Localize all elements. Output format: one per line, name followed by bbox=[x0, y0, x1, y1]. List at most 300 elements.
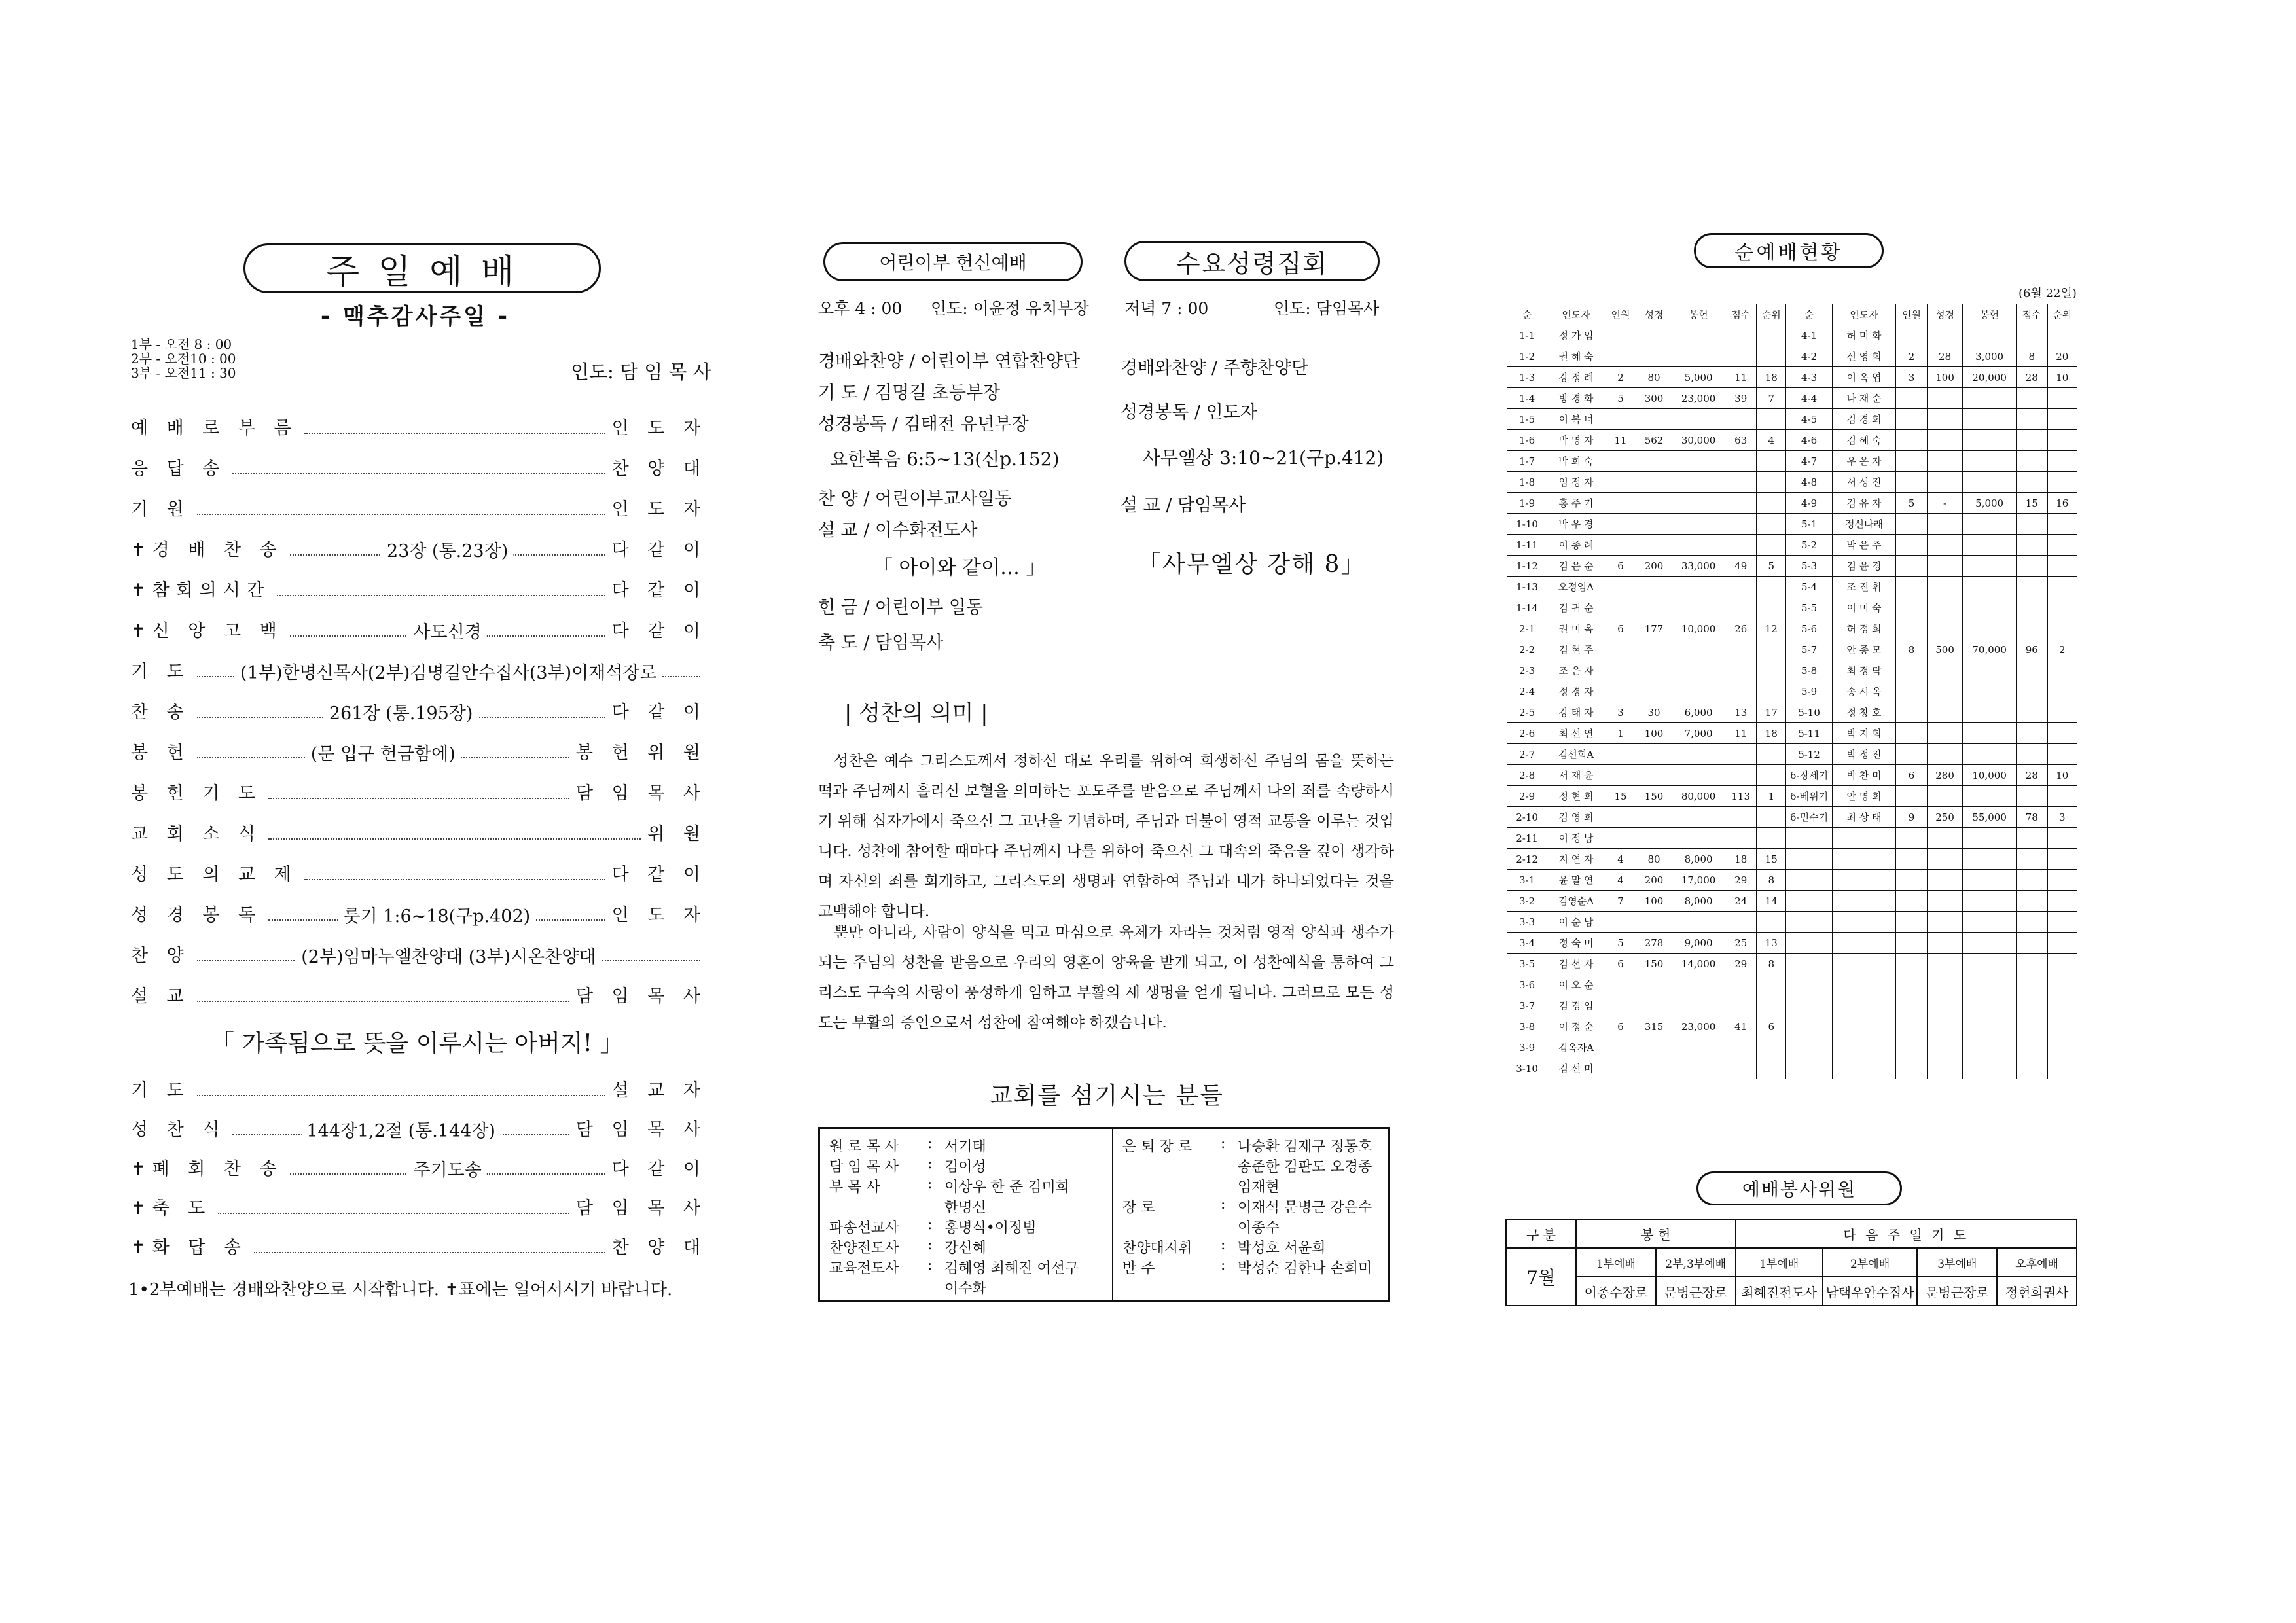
table-row bbox=[1507, 472, 2077, 493]
attendance-cell bbox=[1757, 577, 1786, 597]
attendance-cell bbox=[1896, 912, 1928, 933]
attendance-cell bbox=[1927, 556, 1962, 577]
attendance-header-cell: 성경 bbox=[1927, 304, 1962, 325]
attendance-cell bbox=[2016, 891, 2047, 912]
attendance-cell: 임 정 자 bbox=[1547, 472, 1605, 493]
attendance-cell bbox=[2047, 1016, 2077, 1037]
worship-item-label: 찬 양 bbox=[131, 946, 190, 966]
children-line-6: 설 교 / 이수화전도사 bbox=[818, 520, 978, 541]
attendance-cell: 5,000 bbox=[1672, 367, 1725, 388]
table-row bbox=[1507, 786, 2077, 807]
attendance-cell bbox=[1636, 639, 1672, 660]
attendance-cell bbox=[2047, 535, 2077, 556]
servant-role bbox=[829, 1196, 927, 1217]
attendance-cell bbox=[1757, 597, 1786, 618]
attendance-cell bbox=[1963, 912, 2017, 933]
attendance-cell bbox=[1636, 493, 1672, 514]
servant-names: 한명신 bbox=[944, 1200, 986, 1216]
attendance-cell: 5-4 bbox=[1786, 577, 1832, 597]
worship-item-detail: 144장1,2절 (통.144장) bbox=[301, 1116, 501, 1142]
servant-separator: : bbox=[927, 1135, 933, 1152]
attendance-cell: 3-3 bbox=[1507, 912, 1547, 933]
attendance-cell: 17,000 bbox=[1672, 870, 1725, 891]
attendance-cell bbox=[1963, 618, 2017, 639]
attendance-cell bbox=[1927, 597, 1962, 618]
attendance-cell bbox=[2047, 597, 2077, 618]
attendance-cell bbox=[1757, 681, 1786, 702]
attendance-cell: 6 bbox=[1605, 1016, 1636, 1037]
attendance-cell bbox=[1927, 409, 1962, 430]
attendance-cell bbox=[1636, 597, 1672, 618]
table-row bbox=[1507, 618, 2077, 639]
attendance-cell bbox=[2016, 870, 2047, 891]
table-row bbox=[1507, 556, 2077, 577]
attendance-cell bbox=[1636, 1037, 1672, 1058]
attendance-cell: 김 영 희 bbox=[1547, 807, 1605, 828]
attendance-cell bbox=[2047, 618, 2077, 639]
attendance-cell bbox=[2016, 849, 2047, 870]
servant-separator bbox=[1221, 1156, 1238, 1176]
attendance-cell bbox=[1636, 325, 1672, 346]
table-row bbox=[1507, 639, 2077, 660]
attendance-cell bbox=[1672, 1037, 1725, 1058]
attendance-cell bbox=[1636, 744, 1672, 765]
attendance-cell bbox=[1896, 388, 1928, 409]
servant-role: 파송선교사 bbox=[829, 1220, 899, 1236]
attendance-cell: 6 bbox=[1605, 556, 1636, 577]
worship-item bbox=[131, 576, 707, 601]
attendance-cell: 이 옥 엽 bbox=[1832, 367, 1896, 388]
servant-separator: : bbox=[1221, 1257, 1226, 1274]
attendance-cell bbox=[1963, 430, 2017, 451]
worship-item bbox=[131, 495, 707, 520]
servant-row bbox=[1122, 1237, 1326, 1257]
attendance-cell bbox=[1896, 702, 1928, 723]
service-committee-table bbox=[1505, 1219, 2077, 1306]
attendance-cell bbox=[2016, 995, 2047, 1016]
church-servants-title: 교회를 섬기시는 분들 bbox=[990, 1082, 1224, 1109]
attendance-cell: 3-9 bbox=[1507, 1037, 1547, 1058]
attendance-cell bbox=[1896, 954, 1928, 974]
table-row bbox=[1507, 954, 2077, 974]
sunday-service-title-box bbox=[243, 243, 601, 293]
servant-row bbox=[829, 1135, 986, 1156]
attendance-cell: 26 bbox=[1725, 618, 1757, 639]
attendance-cell bbox=[1963, 744, 2017, 765]
attendance-cell bbox=[1672, 451, 1725, 472]
attendance-cell: 지 연 자 bbox=[1547, 849, 1605, 870]
attendance-cell bbox=[1725, 346, 1757, 367]
wednesday-line-4: 설 교 / 담임목사 bbox=[1121, 495, 1246, 516]
attendance-cell bbox=[2016, 1037, 2047, 1058]
attendance-cell: 4-2 bbox=[1786, 346, 1832, 367]
wednesday-sermon-title: 「사무엘상 강해 8」 bbox=[1138, 551, 1366, 578]
attendance-cell: 2-9 bbox=[1507, 786, 1547, 807]
attendance-cell: 3-5 bbox=[1507, 954, 1547, 974]
servant-row bbox=[1122, 1257, 1372, 1277]
attendance-cell bbox=[2047, 1037, 2077, 1058]
attendance-cell: 1-14 bbox=[1507, 597, 1547, 618]
attendance-cell bbox=[1832, 954, 1896, 974]
attendance-header-cell: 인도자 bbox=[1832, 304, 1896, 325]
attendance-cell bbox=[2016, 325, 2047, 346]
attendance-cell bbox=[1605, 744, 1636, 765]
attendance-header-cell: 순 bbox=[1507, 304, 1547, 325]
worship-item-leader: 인 도 자 bbox=[611, 905, 707, 925]
attendance-cell: 1-6 bbox=[1507, 430, 1547, 451]
service-sub-1: 1부예배 bbox=[1576, 1248, 1656, 1277]
attendance-cell bbox=[1786, 912, 1832, 933]
attendance-cell: 15 bbox=[2016, 493, 2047, 514]
attendance-cell: 6-장세기 bbox=[1786, 765, 1832, 786]
attendance-cell bbox=[1636, 472, 1672, 493]
attendance-cell: 정 경 자 bbox=[1547, 681, 1605, 702]
attendance-cell bbox=[1725, 451, 1757, 472]
attendance-cell bbox=[2047, 974, 2077, 995]
worship-item-leader: 다 같 이 bbox=[611, 1159, 707, 1179]
attendance-cell bbox=[1963, 995, 2017, 1016]
service-header-offering: 봉 헌 bbox=[1576, 1219, 1736, 1248]
children-service-title: 어린이부 헌신예배 bbox=[879, 252, 1027, 274]
service-sub-6: 오후예배 bbox=[1997, 1248, 2077, 1277]
attendance-cell bbox=[1672, 514, 1725, 535]
attendance-cell: 2-10 bbox=[1507, 807, 1547, 828]
attendance-cell bbox=[2016, 1016, 2047, 1037]
attendance-cell: 11 bbox=[1725, 367, 1757, 388]
attendance-cell bbox=[1725, 744, 1757, 765]
children-line-4: 요한복음 6:5~13(신p.152) bbox=[830, 448, 1060, 470]
attendance-cell: 150 bbox=[1636, 786, 1672, 807]
attendance-cell: 278 bbox=[1636, 933, 1672, 954]
attendance-cell: 250 bbox=[1927, 807, 1962, 828]
attendance-cell bbox=[1963, 388, 2017, 409]
attendance-cell bbox=[2016, 514, 2047, 535]
attendance-cell bbox=[1832, 974, 1896, 995]
attendance-cell: 2-8 bbox=[1507, 765, 1547, 786]
attendance-cell bbox=[1725, 1037, 1757, 1058]
attendance-cell bbox=[2016, 702, 2047, 723]
attendance-cell: 16 bbox=[2047, 493, 2077, 514]
wednesday-service-title: 수요성령집회 bbox=[1175, 249, 1329, 278]
attendance-cell bbox=[1927, 702, 1962, 723]
attendance-cell bbox=[1963, 974, 2017, 995]
attendance-header-cell: 성경 bbox=[1636, 304, 1672, 325]
worship-item-leader: 다 같 이 bbox=[611, 580, 707, 601]
attendance-cell: 김 현 주 bbox=[1547, 639, 1605, 660]
attendance-cell bbox=[1757, 472, 1786, 493]
servant-separator bbox=[927, 1196, 944, 1217]
table-row bbox=[1507, 660, 2077, 681]
attendance-cell bbox=[1896, 660, 1928, 681]
attendance-cell: 김 선 미 bbox=[1547, 1058, 1605, 1079]
worship-item-leader: 인 도 자 bbox=[611, 418, 707, 438]
attendance-cell bbox=[1757, 639, 1786, 660]
servant-row bbox=[1122, 1156, 1372, 1176]
attendance-cell: 2 bbox=[2047, 639, 2077, 660]
table-row bbox=[1507, 388, 2077, 409]
attendance-cell bbox=[1672, 1058, 1725, 1079]
attendance-cell: 조 진 휘 bbox=[1832, 577, 1896, 597]
attendance-cell bbox=[1963, 702, 2017, 723]
attendance-cell: 박 희 숙 bbox=[1547, 451, 1605, 472]
attendance-cell bbox=[1927, 535, 1962, 556]
attendance-cell: 4-7 bbox=[1786, 451, 1832, 472]
attendance-cell bbox=[1605, 807, 1636, 828]
attendance-cell bbox=[2016, 430, 2047, 451]
attendance-cell bbox=[1963, 1016, 2017, 1037]
attendance-cell bbox=[1757, 995, 1786, 1016]
attendance-cell bbox=[1605, 493, 1636, 514]
attendance-cell bbox=[1725, 514, 1757, 535]
attendance-cell bbox=[1832, 933, 1896, 954]
attendance-cell: 박 찬 미 bbox=[1832, 765, 1896, 786]
worship-item bbox=[131, 698, 707, 723]
service-header-gubun: 구 분 bbox=[1506, 1219, 1576, 1248]
servant-row bbox=[829, 1277, 986, 1298]
worship-item-detail: 사도신경 bbox=[408, 618, 486, 643]
table-row bbox=[1507, 597, 2077, 618]
attendance-cell bbox=[1636, 535, 1672, 556]
table-row bbox=[1507, 723, 2077, 744]
attendance-cell: 이 오 순 bbox=[1547, 974, 1605, 995]
attendance-cell: 나 재 순 bbox=[1832, 388, 1896, 409]
attendance-cell bbox=[1927, 954, 1962, 974]
leader-dots bbox=[232, 473, 605, 474]
servant-row bbox=[1122, 1217, 1280, 1237]
attendance-cell bbox=[1605, 535, 1636, 556]
attendance-cell: 박 은 주 bbox=[1832, 535, 1896, 556]
attendance-cell: 이 종 례 bbox=[1547, 535, 1605, 556]
attendance-cell bbox=[1672, 325, 1725, 346]
attendance-cell: 78 bbox=[2016, 807, 2047, 828]
servant-names: 홍병식•이정범 bbox=[944, 1220, 1037, 1236]
attendance-cell: 2-5 bbox=[1507, 702, 1547, 723]
attendance-cell: 박 정 진 bbox=[1832, 744, 1896, 765]
attendance-cell: 15 bbox=[1757, 849, 1786, 870]
attendance-cell bbox=[1757, 1037, 1786, 1058]
attendance-cell bbox=[1725, 912, 1757, 933]
attendance-cell: 23,000 bbox=[1672, 388, 1725, 409]
attendance-cell bbox=[2047, 954, 2077, 974]
service-sub-3: 1부예배 bbox=[1736, 1248, 1823, 1277]
servant-role: 반 주 bbox=[1122, 1260, 1155, 1277]
worship-item-label: 예 배 로 부 름 bbox=[131, 418, 298, 438]
attendance-cell bbox=[1725, 660, 1757, 681]
attendance-cell bbox=[1927, 828, 1962, 849]
attendance-cell: 서 재 윤 bbox=[1547, 765, 1605, 786]
servant-role: 은 퇴 장 로 bbox=[1122, 1139, 1192, 1155]
attendance-cell bbox=[1725, 1058, 1757, 1079]
attendance-cell bbox=[1605, 325, 1636, 346]
attendance-cell: 2-12 bbox=[1507, 849, 1547, 870]
attendance-cell bbox=[1786, 954, 1832, 974]
attendance-cell: 6-베위기 bbox=[1786, 786, 1832, 807]
attendance-cell: 5,000 bbox=[1963, 493, 2017, 514]
attendance-cell: 3-6 bbox=[1507, 974, 1547, 995]
table-row bbox=[1507, 744, 2077, 765]
attendance-cell bbox=[1963, 1058, 2017, 1079]
attendance-cell bbox=[1832, 1016, 1896, 1037]
attendance-cell bbox=[1963, 891, 2017, 912]
worship-item-label: ✝폐 회 찬 송 bbox=[131, 1159, 283, 1179]
servant-role bbox=[1122, 1156, 1221, 1176]
leader-dots bbox=[304, 878, 605, 880]
attendance-cell: 11 bbox=[1725, 723, 1757, 744]
attendance-cell: 2-4 bbox=[1507, 681, 1547, 702]
sunday-footnote: 1•2부예배는 경배와찬양으로 시작합니다. ✝표에는 일어서시기 바랍니다. bbox=[128, 1280, 673, 1300]
attendance-cell: 김 윤 경 bbox=[1832, 556, 1896, 577]
attendance-cell bbox=[2016, 933, 2047, 954]
attendance-cell bbox=[2047, 681, 2077, 702]
worship-item-label: 성 경 봉 독 bbox=[131, 905, 262, 925]
attendance-cell bbox=[1636, 660, 1672, 681]
attendance-cell: 29 bbox=[1725, 870, 1757, 891]
attendance-cell: 29 bbox=[1725, 954, 1757, 974]
attendance-cell bbox=[1927, 849, 1962, 870]
attendance-cell: 10 bbox=[2047, 765, 2077, 786]
attendance-cell bbox=[1832, 995, 1896, 1016]
worship-item-detail: 261장 (통.195장) bbox=[324, 699, 478, 724]
attendance-cell: 200 bbox=[1636, 870, 1672, 891]
attendance-header-cell: 순위 bbox=[1757, 304, 1786, 325]
attendance-cell bbox=[1605, 681, 1636, 702]
table-row bbox=[1507, 514, 2077, 535]
attendance-cell bbox=[1636, 577, 1672, 597]
service-name-6: 정현희권사 bbox=[1997, 1277, 2077, 1306]
worship-item bbox=[131, 738, 707, 764]
attendance-cell bbox=[1896, 1058, 1928, 1079]
attendance-cell bbox=[2016, 974, 2047, 995]
attendance-cell bbox=[1725, 325, 1757, 346]
attendance-cell bbox=[1725, 409, 1757, 430]
leader-dots bbox=[254, 1251, 605, 1253]
attendance-cell bbox=[1636, 974, 1672, 995]
attendance-cell bbox=[1786, 933, 1832, 954]
attendance-cell: 49 bbox=[1725, 556, 1757, 577]
attendance-cell: 8 bbox=[2016, 346, 2047, 367]
table-row bbox=[1507, 933, 2077, 954]
attendance-cell bbox=[1963, 660, 2017, 681]
attendance-cell: 정 창 호 bbox=[1832, 702, 1896, 723]
attendance-cell: 이 정 남 bbox=[1547, 828, 1605, 849]
worship-item-leader: 다 같 이 bbox=[611, 865, 707, 885]
sunday-service-title: 주 일 예 배 bbox=[326, 252, 518, 292]
attendance-cell bbox=[1896, 556, 1928, 577]
attendance-cell bbox=[1725, 974, 1757, 995]
attendance-cell: 6 bbox=[1896, 765, 1928, 786]
servant-role: 담 임 목 사 bbox=[829, 1159, 899, 1175]
wednesday-presider: 인도: 담임목사 bbox=[1274, 299, 1380, 318]
attendance-cell bbox=[1786, 1058, 1832, 1079]
servant-separator bbox=[1221, 1176, 1238, 1196]
attendance-cell bbox=[1725, 597, 1757, 618]
service-committee-title: 예배봉사위원 bbox=[1742, 1179, 1857, 1200]
servant-names: 김이성 bbox=[944, 1159, 986, 1175]
attendance-cell: 5-11 bbox=[1786, 723, 1832, 744]
leader-dots bbox=[290, 1160, 605, 1181]
attendance-cell: 4-6 bbox=[1786, 430, 1832, 451]
attendance-cell: 5-10 bbox=[1786, 702, 1832, 723]
attendance-cell bbox=[1927, 870, 1962, 891]
attendance-cell: 5-5 bbox=[1786, 597, 1832, 618]
worship-item bbox=[131, 1115, 707, 1141]
children-line-1: 경배와찬양 / 어린이부 연합찬양단 bbox=[818, 351, 1080, 372]
worship-item-label: ✝축 도 bbox=[131, 1198, 212, 1219]
attendance-cell: 김 선 자 bbox=[1547, 954, 1605, 974]
attendance-cell bbox=[1963, 1037, 2017, 1058]
worship-item bbox=[131, 616, 707, 642]
attendance-cell bbox=[2047, 430, 2077, 451]
worship-item-detail: (문 입구 헌금함에) bbox=[306, 740, 461, 765]
attendance-header-cell: 순위 bbox=[2047, 304, 2077, 325]
attendance-cell bbox=[2047, 828, 2077, 849]
attendance-cell: 9 bbox=[1896, 807, 1928, 828]
leader-dots bbox=[232, 1121, 569, 1141]
church-servants-box bbox=[818, 1127, 1390, 1302]
attendance-cell bbox=[1927, 744, 1962, 765]
attendance-cell: 1-5 bbox=[1507, 409, 1547, 430]
attendance-cell bbox=[2047, 1058, 2077, 1079]
table-row bbox=[1507, 493, 2077, 514]
attendance-cell: 28 bbox=[2016, 367, 2047, 388]
attendance-cell: 20 bbox=[2047, 346, 2077, 367]
attendance-cell: 5-1 bbox=[1786, 514, 1832, 535]
leader-dots bbox=[268, 906, 605, 927]
worship-item-label: ✝경 배 찬 송 bbox=[131, 540, 283, 560]
servant-separator: : bbox=[927, 1176, 933, 1192]
attendance-date: (6월 22일) bbox=[2018, 287, 2077, 300]
attendance-cell bbox=[1636, 807, 1672, 828]
attendance-cell bbox=[1725, 493, 1757, 514]
attendance-cell: 5 bbox=[1757, 556, 1786, 577]
attendance-cell bbox=[1672, 995, 1725, 1016]
table-row bbox=[1507, 325, 2077, 346]
leader-dots bbox=[304, 432, 605, 434]
attendance-cell: 10,000 bbox=[1672, 618, 1725, 639]
communion-meaning-para-1: 성찬은 예수 그리스도께서 정하신 대로 우리를 위하여 희생하신 주님의 몸을 뜻하는 떡과 주님께서 흘리신 보혈을 의미하는 포도주를 받음으로 주님께서 나의 죄를 속량하시기 위해 십자가에서 죽으신 그 고난을 기념하며, 주님과 더불어 영적 교통을 이루는 것입니다. 성찬에 참여할 때마다 주님께서 나를 위하여 죽으신 그 대속의 죽음을 깊이 생각하며 자신의 죄를 회개하고, 그리스도의 생명과 연합하여 주님과 내가 하나되었다는 것을 고백해야 합니다. bbox=[818, 753, 1394, 920]
attendance-cell: 2-1 bbox=[1507, 618, 1547, 639]
attendance-cell: 562 bbox=[1636, 430, 1672, 451]
children-sermon-title: 「 아이와 같이… 」 bbox=[873, 556, 1046, 579]
attendance-cell: 80,000 bbox=[1672, 786, 1725, 807]
attendance-cell bbox=[1605, 409, 1636, 430]
worship-item-label: 기 도 bbox=[131, 662, 190, 682]
servant-names: 송준한 김판도 오경종 bbox=[1238, 1159, 1372, 1175]
attendance-cell bbox=[1896, 1016, 1928, 1037]
worship-item-detail: 주기도송 bbox=[408, 1156, 486, 1181]
attendance-header-cell: 인원 bbox=[1896, 304, 1928, 325]
attendance-cell bbox=[1672, 346, 1725, 367]
servant-names: 박성순 김한나 손희미 bbox=[1238, 1260, 1372, 1277]
attendance-cell bbox=[1757, 765, 1786, 786]
attendance-cell: 3,000 bbox=[1963, 346, 2017, 367]
leader-dots bbox=[290, 622, 605, 643]
attendance-cell: - bbox=[1927, 493, 1962, 514]
worship-item bbox=[131, 901, 707, 926]
worship-item-label: 봉 헌 기 도 bbox=[131, 783, 262, 804]
attendance-cell bbox=[2047, 451, 2077, 472]
attendance-cell bbox=[2016, 577, 2047, 597]
attendance-cell bbox=[1963, 472, 2017, 493]
attendance-cell bbox=[1896, 472, 1928, 493]
table-row bbox=[1507, 891, 2077, 912]
attendance-cell: 1-4 bbox=[1507, 388, 1547, 409]
attendance-cell: 28 bbox=[1927, 346, 1962, 367]
attendance-cell: 6-민수기 bbox=[1786, 807, 1832, 828]
attendance-cell: 18 bbox=[1757, 367, 1786, 388]
attendance-cell: 5 bbox=[1605, 933, 1636, 954]
attendance-cell bbox=[1605, 639, 1636, 660]
